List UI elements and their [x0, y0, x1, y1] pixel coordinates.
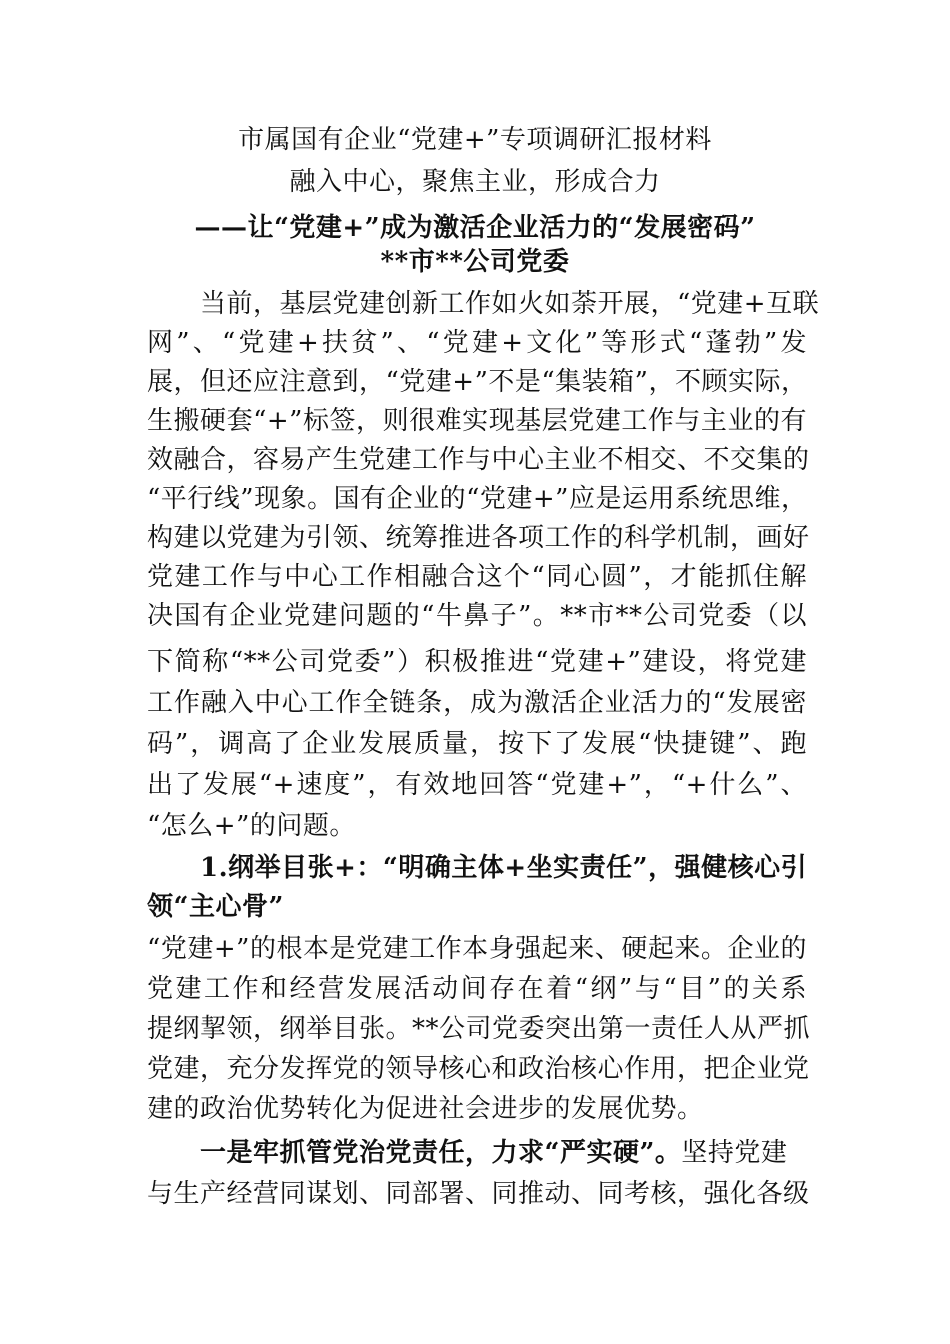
section-heading-line2: 领“主心骨”: [147, 892, 284, 922]
paragraph-line: 出了发展“+速度”，有效地回答“党建+”，“+什么”、: [147, 770, 807, 800]
point-text: 坚持党建: [681, 1138, 788, 1168]
paragraph-line: 生搬硬套“+”标签，则很难实现基层党建工作与主业的有: [147, 406, 807, 436]
document-title: 市属国有企业“党建+”专项调研汇报材料: [238, 125, 712, 155]
paragraph-line: 党建工作和经营发展活动间存在着“纲”与“目”的关系: [147, 974, 807, 1004]
point-lead: 一是牢抓管党治党责任，力求“严实硬”。: [200, 1138, 682, 1168]
paragraph-line: “党建+”的根本是党建工作本身强起来、硬起来。企业的: [147, 934, 807, 964]
paragraph-line: 党建工作与中心工作相融合这个“同心圆”，才能抓住解: [147, 562, 807, 592]
paragraph-line: 建的政治优势转化为促进社会进步的发展优势。: [147, 1094, 704, 1124]
paragraph-line: 展，但还应注意到，“党建+”不是“集装箱”，不顾实际，: [147, 367, 808, 397]
paragraph-line: 工作融入中心工作全链条，成为激活企业活力的“发展密: [147, 688, 807, 718]
paragraph-line: 效融合，容易产生党建工作与中心主业不相交、不交集的: [147, 445, 810, 475]
paragraph-line: “怎么+”的问题。: [147, 811, 356, 841]
paragraph-line: 构建以党建为引领、统筹推进各项工作的科学机制，画好: [147, 523, 810, 553]
paragraph-line: 提纲挈领，纲举目张。**公司党委突出第一责任人从严抓: [147, 1014, 811, 1044]
paragraph-line: 码”，调高了企业发展质量，按下了发展“快捷键”、跑: [147, 729, 807, 759]
document-author: **市**公司党委: [380, 247, 570, 277]
paragraph-line: 网”、“党建+扶贫”、“党建+文化”等形式“蓬勃”发: [147, 328, 807, 358]
section-heading: 1.纲举目张+：“明确主体+坐实责任”，强健核心引: [200, 853, 808, 883]
document-subtitle: ——让“党建+”成为激活企业活力的“发展密码”: [194, 213, 756, 243]
document-title-line2: 融入中心，聚焦主业，形成合力: [289, 167, 661, 197]
paragraph-line: “平行线”现象。国有企业的“党建+”应是运用系统思维，: [147, 484, 808, 514]
paragraph-line: 党建，充分发挥党的领导核心和政治核心作用，把企业党: [147, 1054, 810, 1084]
paragraph-line: 当前，基层党建创新工作如火如荼开展，“党建+互联: [200, 289, 820, 319]
paragraph-line: 与生产经营同谋划、同部署、同推动、同考核，强化各级: [147, 1179, 810, 1209]
paragraph-line: 下简称“**公司党委”）积极推进“党建+”建设，将党建: [147, 647, 807, 677]
point-line: [200, 1133, 807, 1173]
paragraph-line: 决国有企业党建问题的“牛鼻子”。**市**公司党委（以: [147, 601, 807, 631]
